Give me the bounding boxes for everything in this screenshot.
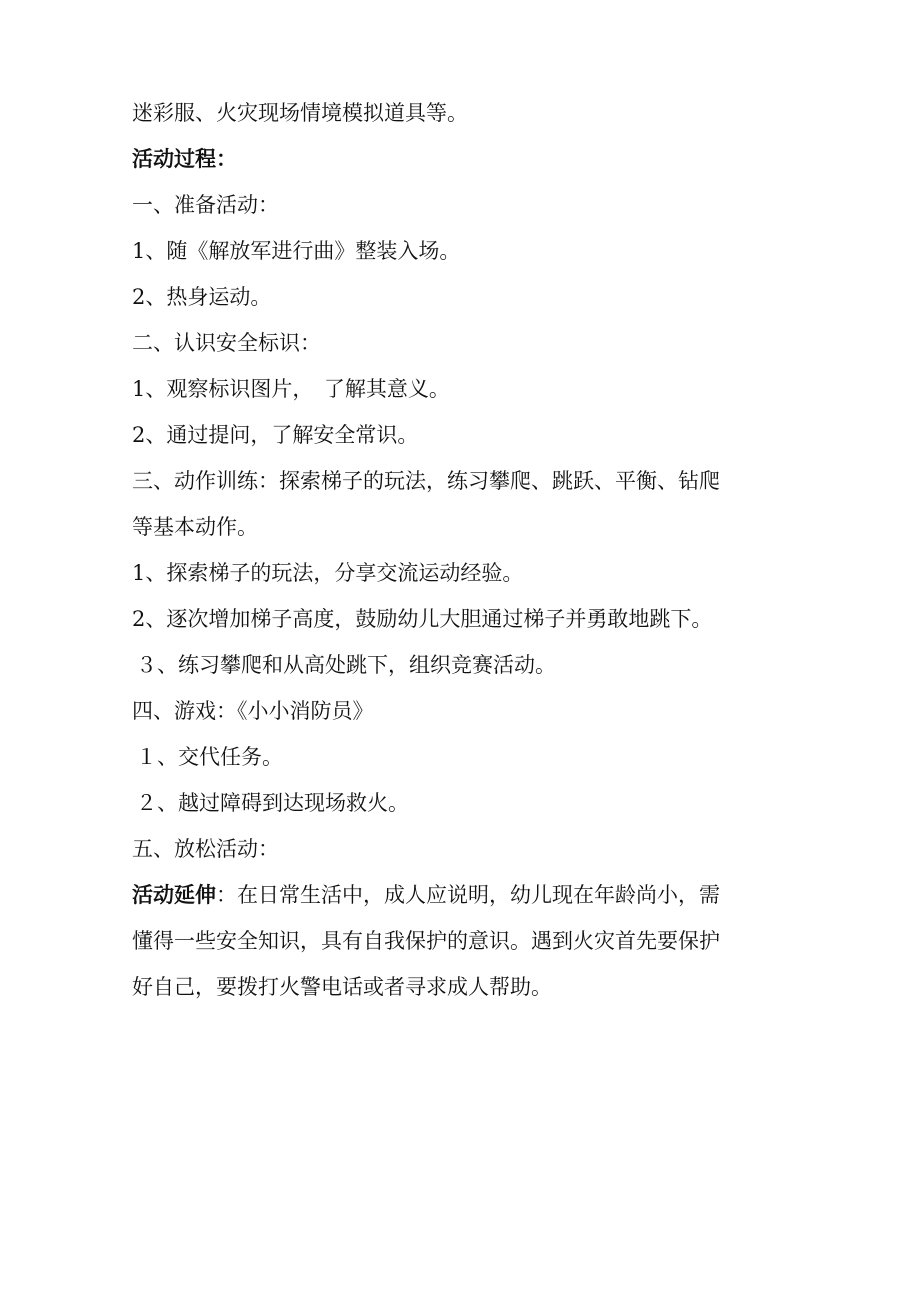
section-2-item-2: 2、通过提问，了解安全常识。 <box>132 423 419 447</box>
process-heading: 活动过程： <box>132 147 237 171</box>
section-2-item-1: 1、观察标识图片， 了解其意义。 <box>132 377 450 401</box>
section-4-heading: 四、游戏：《小小消防员》 <box>132 699 374 723</box>
section-2-heading: 二、认识安全标识： <box>132 331 321 355</box>
extension-line-1 <box>132 872 802 918</box>
section-4-item-2: ２、越过障碍到达现场救火。 <box>136 791 409 815</box>
document-body <box>132 90 802 1010</box>
section-3-heading-line-1: 三、动作训练：探索梯子的玩法，练习攀爬、跳跃、平衡、钻爬 <box>132 469 720 493</box>
section-3-item-3: ３、练习攀爬和从高处跳下，组织竞赛活动。 <box>136 653 556 677</box>
section-1-item-1: 1、随《解放军进行曲》整装入场。 <box>132 239 461 263</box>
extension-line-2: 懂得一些安全知识，具有自我保护的意识。遇到火灾首先要保护 <box>132 929 720 953</box>
section-1-heading: 一、准备活动： <box>132 193 279 217</box>
extension-label: 活动延伸 <box>132 883 216 907</box>
section-3-item-1: 1、探索梯子的玩法，分享交流运动经验。 <box>132 561 524 585</box>
section-5-heading: 五、放松活动： <box>132 837 279 861</box>
materials-line: 迷彩服、火灾现场情境模拟道具等。 <box>132 101 468 125</box>
section-4-item-1: １、交代任务。 <box>136 745 283 769</box>
section-1-item-2: 2、热身运动。 <box>132 285 272 309</box>
section-3-item-2: 2、逐次增加梯子高度，鼓励幼儿大胆通过梯子并勇敢地跳下。 <box>132 607 713 631</box>
extension-text-1: ：在日常生活中，成人应说明，幼儿现在年龄尚小，需 <box>216 883 720 907</box>
section-3-heading-line-2: 等基本动作。 <box>132 515 258 539</box>
extension-line-3: 好自己，要拨打火警电话或者寻求成人帮助。 <box>132 975 552 999</box>
